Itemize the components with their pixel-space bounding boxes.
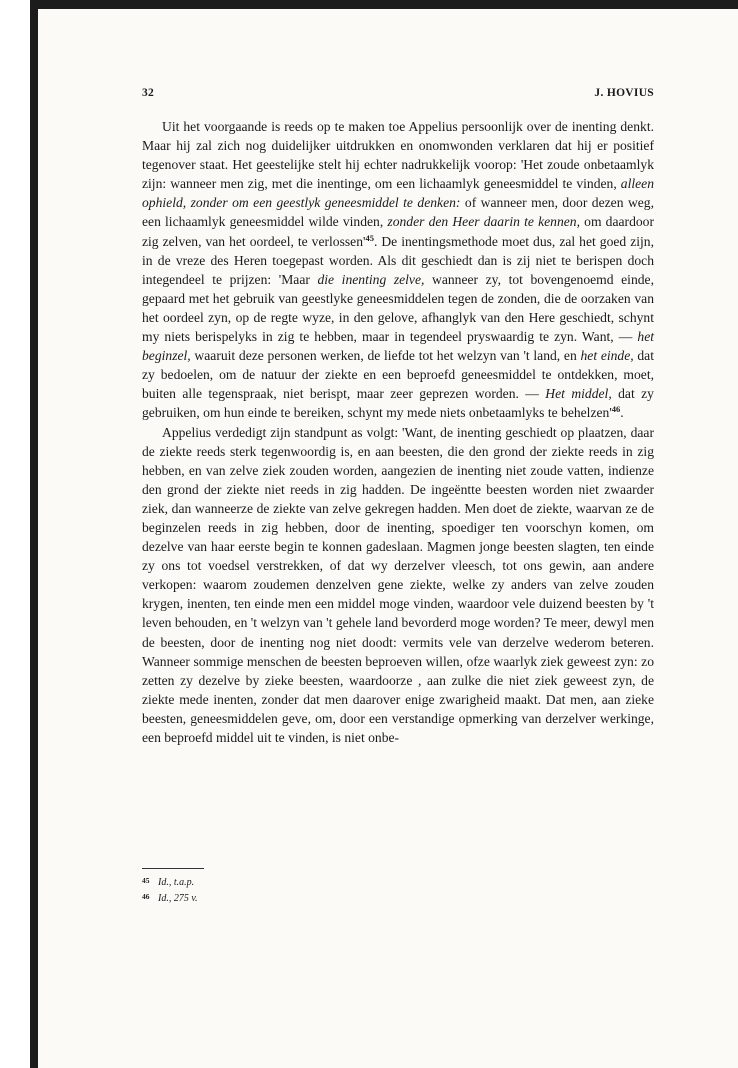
text-run: of wanneer men, door dezen weg, een lichaamlyk geneesmiddel wilde vinden, (142, 195, 654, 230)
text-run: Uit het voorgaande is reeds op te maken toe Appelius persoonlijk over de inenting denkt. Maar hij zal zich nog duidelijker uitdrukken en onomwonden verklaren dat hij er positief tegenover staat. Het geestelijke stelt hij echter nadrukkelijk voorop: 'Het zoude onbetaamlyk zijn: wanneer men zig, met die inentinge, om een lichaamlyk geneesmiddel te vinden, (142, 119, 654, 192)
running-head-author: J. HOVIUS (594, 87, 654, 99)
paragraph-1 (142, 117, 654, 423)
text-run: . De inentingsmethode moet dus, zal het goed zijn, in de vreze des Heren toegepast worden. Als dit geschiedt dan is zij niet te berispen doch integendeel te prijzen: 'Maar (142, 233, 654, 287)
text-run: dat zy bedoelen, om de natuur der ziekte en een beproefd geneesmiddel te ontdekken, moet, buiten alle tegenspraak, niet berispt, maar zeer geprezen worden. — (142, 348, 654, 402)
page-number: 32 (142, 87, 155, 99)
italic-run: het beginzel, (142, 329, 654, 364)
text-run: waaruit deze personen werken, de liefde tot het welzyn van 't land, en (190, 348, 581, 364)
footnote-rule (142, 868, 204, 869)
footnote-number: 46 (142, 892, 150, 901)
footnote-text: Id., 275 v. (158, 893, 198, 904)
footnote-45 (142, 874, 442, 890)
scan-border-left (30, 0, 38, 1068)
italic-run: die inenting zelve, (317, 271, 425, 287)
footnote-text: Id., t.a.p. (158, 877, 195, 888)
paragraph-2: Appelius verdedigt zijn standpunt as volgt: 'Want, de inenting geschiedt op plaatzen, daar de ziekte reeds sterk tegenwoordig is, en aan beesten, die den grond der ziekte reeds in zig hebben, en van zelve ziek zouden worden, aangezien de inenting niet zoude vatten, indienze den grond der ziekte niet reeds in zig hadden. De ingeëntte beesten worden niet zwaarder ziek, dan wanneerze de ziekte van zelve gekregen hadden. Men doet de ziekte, waarvan ze de beginzelen reeds in zig hebben, door de inenting, spoediger ten voorschyn komen, om dezelve van haar eerste begin te konnen gadeslaan. Magmen jonge beesten slagten, ten einde zy ons tot voedsel verstrekken, of dat wy derzelver vleesch, tot ons gewin, aan andere verkopen: waarom zoudemen denzelven gene ziekte, welke zy anders van zelve zouden krygen, inenten, ten einde men een middel moge vinden, waardoor vele duizend beesten by 't leven behouden, en 't welzyn van 't gehele land bevorderd moge worden? Te meer, dewyl men de beesten, door de inenting nog niet doodt: vermits vele van derzelve wederom beteren. Wanneer sommige menschen de beesten beproeven willen, ofze waarlyk ziek geweest zyn: zo zetten zy dezelve by zieke beesten, waardoorze , aan zulke die niet ziek geweest zyn, de ziekte mede inenten, zonder dat men daarover enige zwarigheid maakt. Dat men, aan zieke beesten, geneesmiddelen geve, om, door een verstandige opmerking van derzelver werkinge, een beproefd middel uit te vinden, is niet onbe- (142, 424, 654, 745)
italic-run: alleen ophield, zonder om een geestlyk geneesmiddel te denken: (142, 176, 654, 211)
italic-run: het einde, (580, 348, 634, 364)
text-run: om daardoor zig zelven, van het oordeel, te verlossen' (142, 214, 654, 249)
footnote-ref-46[interactable]: 46 (611, 404, 621, 415)
footnotes (142, 874, 442, 906)
text-run: wanneer zy, tot bovengenoemd einde, gepaard met het gebruik van geestlyke geneesmiddelen tegen de zonden, die de oorzaken van het oordeel zyn, op de regte wyze, in den gelove, afhanglyk van den Here geschiedt, schynt my niets berispelyks in zig te hebben, maar in tegendeel pryswaardig te zyn. Want, — (142, 271, 654, 345)
footnote-46 (142, 890, 442, 906)
italic-run: zonder den Heer daarin te kennen, (387, 214, 580, 230)
text-run: dat zy gebruiken, om hun einde te bereiken, schynt my mede niets onbetaamlyks te behelzen' (142, 386, 654, 421)
text-run: . (620, 405, 624, 421)
body-text (142, 117, 654, 747)
running-head (142, 87, 654, 103)
footnote-ref-45[interactable]: 45 (365, 232, 374, 243)
italic-run: Het middel, (545, 386, 612, 402)
scan-border-top (30, 0, 738, 9)
footnote-number: 45 (142, 876, 150, 885)
